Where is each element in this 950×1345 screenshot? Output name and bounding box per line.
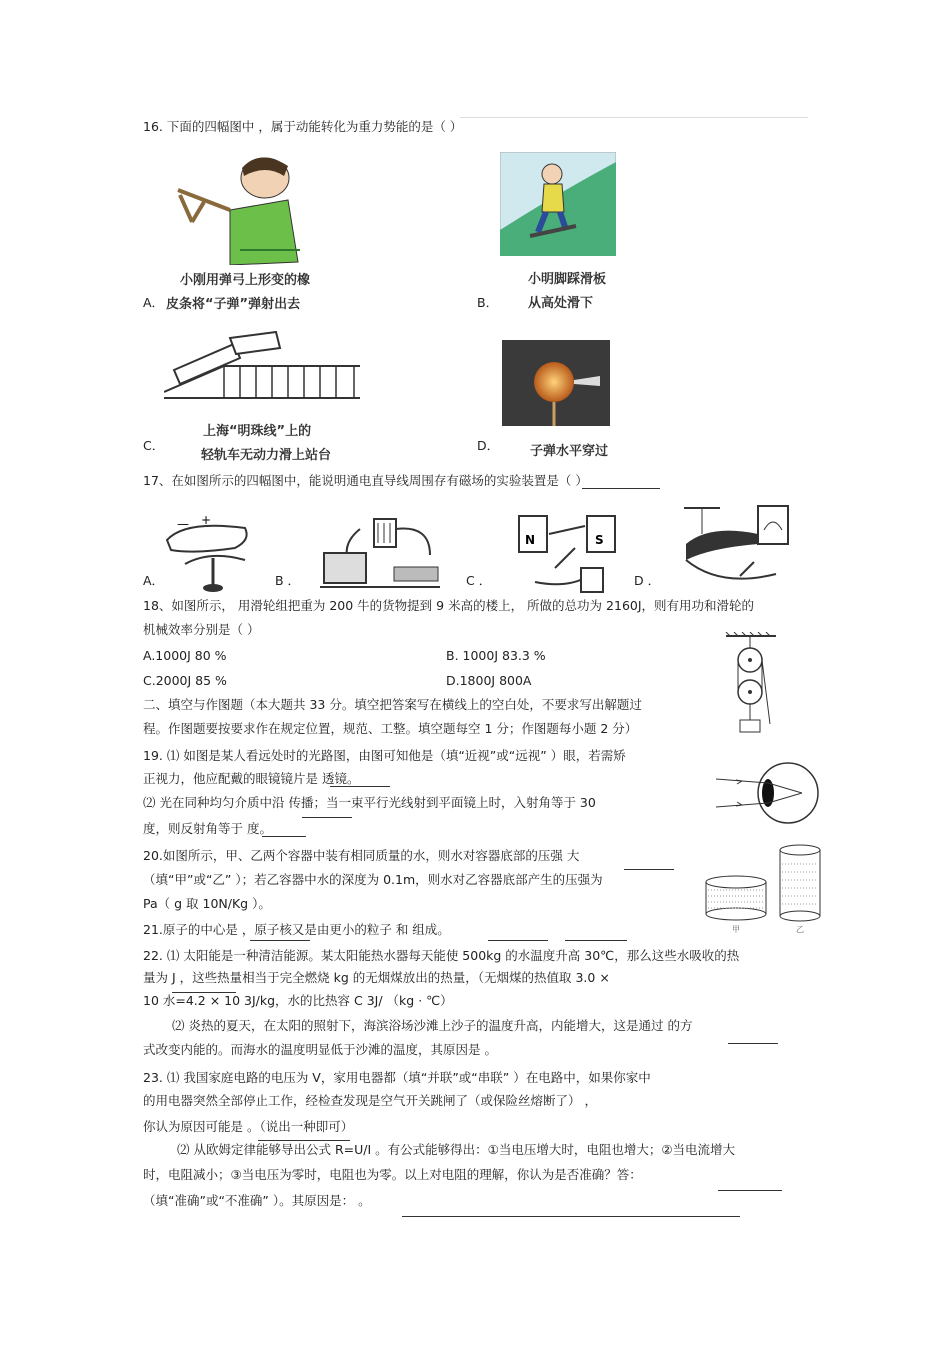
q21-blank-3 xyxy=(565,940,627,941)
q21-blank-1 xyxy=(250,940,310,941)
q17-option-d: D ． xyxy=(634,573,661,588)
q23-blank-accurate xyxy=(718,1190,782,1191)
q16-stem: 16. 下面的四幅图中 ，属于动能转化为重力势能的是（ ） xyxy=(143,119,463,134)
q22-line-5: 式改变内能的。而海水的温度明显低于沙滩的温度，其原因是 。 xyxy=(143,1042,497,1057)
label-jia: 甲 xyxy=(732,925,740,934)
q17-option-c: C ． xyxy=(466,573,492,588)
q16-c-caption-1: 上海“明珠线”上的 xyxy=(203,424,312,439)
q17-c-apparatus xyxy=(515,508,623,596)
q17-a-apparatus xyxy=(165,510,255,594)
magnet-s-label: S xyxy=(595,533,604,547)
q17-answer-blank xyxy=(582,488,660,489)
eye-ray-diagram xyxy=(716,755,820,835)
q16-c-caption-2: 轻轨车无动力滑上站台 xyxy=(201,448,332,463)
svg-text:+: + xyxy=(201,513,212,527)
q18-line-1: 18、如图所示， 用滑轮组把重为 200 牛的货物提到 9 米高的楼上， 所做的总功为 2160J，则有用功和滑轮的 xyxy=(143,598,755,613)
q20-line-3: Pa（ g 取 10N/Kg ）。 xyxy=(143,896,271,911)
q21-blank-2 xyxy=(488,940,548,941)
q17-d-apparatus xyxy=(680,504,792,590)
section-2-line-1: 二、填空与作图题（本大题共 33 分。填空把答案写在横线上的空白处，不要求写出解题过 xyxy=(143,697,642,712)
q19-blank-angle xyxy=(262,836,306,837)
q22-line-3: 10 水=4.2 × 10 3J/kg，水的比热容 C 3J/ （kg · ℃） xyxy=(143,993,453,1008)
q19-blank-lens xyxy=(330,786,390,787)
q21-line-1: 21.原子的中心是 ，原子核又是由更小的粒子 和 组成。 xyxy=(143,922,450,937)
light-rail-illustration xyxy=(164,330,362,402)
slingshot-boy-illustration xyxy=(170,150,310,265)
q19-line-4: 度，则反射角等于 度。 xyxy=(143,821,272,836)
two-containers-diagram xyxy=(702,838,824,934)
q23-line-3: 你认为原因可能是 。（说出一种即可） xyxy=(143,1119,354,1134)
q20-line-2: （填“甲”或“乙” ）；若乙容器中水的深度为 0.1m，则水对乙容器底部产生的压强为 xyxy=(143,872,603,887)
q16-a-caption-2: 皮条将“子弹”弹射出去 xyxy=(166,297,301,312)
q18-option-b: B. 1000J 83.3 % xyxy=(446,648,546,663)
q19-line-1: 19. ⑴ 如图是某人看远处时的光路图，由图可知他是（填“近视”或“远视” ）眼，若需矫 xyxy=(143,748,626,763)
q16-b-caption-1: 小明脚踩滑板 xyxy=(528,272,607,287)
q22-line-2: 量为 J ，这些热量相当于完全燃烧 kg 的无烟煤放出的热量，（无烟煤的热值取 3.0 × xyxy=(143,970,610,985)
q16-d-caption: 子弹水平穿过 xyxy=(530,444,609,459)
q23-line-4: ⑵ 从欧姆定律能够导出公式 R=U/I 。有公式能够得出：①当电压增大时，电阻也增大；②当电流增大 xyxy=(177,1142,736,1157)
q23-line-6: （填“准确”或“不准确” ）。其原因是： 。 xyxy=(143,1193,371,1208)
q19-blank-propagation xyxy=(302,817,352,818)
bullet-apple-photo xyxy=(502,340,610,426)
q23-line-5: 时，电阻减小；③当电压为零时，电阻也为零。以上对电阻的理解，你认为是否准确？答： xyxy=(143,1167,642,1182)
q18-option-a: A.1000J 80 % xyxy=(143,648,227,663)
q18-option-d: D.1800J 800A xyxy=(446,673,532,688)
q20-blank-container xyxy=(624,869,674,870)
q17-stem: 17、在如图所示的四幅图中，能说明通电直导线周围存有磁场的实验装置是（ ） xyxy=(143,473,588,488)
q16-a-caption-1: 小刚用弹弓上形变的橡 xyxy=(180,273,311,288)
header-rule xyxy=(460,117,808,118)
q16-b-caption-2: 从高处滑下 xyxy=(528,296,594,311)
q23-blank-reason xyxy=(258,1140,350,1141)
section-2-line-2: 程。作图题要按要求作在规定位置，规范、工整。填空题每空 1 分；作图题每小题 2 分） xyxy=(143,721,638,736)
q18-line-2: 机械效率分别是（ ） xyxy=(143,622,260,637)
q17-b-apparatus xyxy=(320,515,444,593)
q16-option-b: B． xyxy=(477,295,499,310)
q18-option-c: C.2000J 85 % xyxy=(143,673,227,688)
q17-option-a: A． xyxy=(143,573,165,588)
q16-option-a: A． xyxy=(143,295,165,310)
q23-line-1: 23. ⑴ 我国家庭电路的电压为 V，家用电器都（填“并联”或“串联” ）在电路中，如果你家中 xyxy=(143,1070,651,1085)
svg-text:—: — xyxy=(177,517,189,531)
q22-blank-method xyxy=(728,1043,778,1044)
q23-blank-explanation xyxy=(402,1216,740,1217)
q22-line-1: 22. ⑴ 太阳能是一种清洁能源。某太阳能热水器每天能使 500kg 的水温度升高 30℃，那么这些水吸收的热 xyxy=(143,948,740,963)
skateboard-hill-illustration xyxy=(500,152,616,256)
q17-option-b: B ． xyxy=(275,573,301,588)
q16-option-d: D． xyxy=(477,438,500,453)
label-yi: 乙 xyxy=(796,925,804,934)
q19-line-3: ⑵ 光在同种均匀介质中沿 传播；当一束平行光线射到平面镜上时，入射角等于 30 xyxy=(143,795,596,810)
q23-line-2: 的用电器突然全部停止工作，经检查发现是空气开关跳闸了（或保险丝熔断了） ， xyxy=(143,1093,597,1108)
q20-line-1: 20.如图所示，甲、乙两个容器中装有相同质量的水，则水对容器底部的压强 大 xyxy=(143,848,580,863)
q22-line-4: ⑵ 炎热的夏天，在太阳的照射下，海滨浴场沙滩上沙子的温度升高，内能增大，这是通过 的方 xyxy=(172,1018,693,1033)
pulley-system-diagram xyxy=(722,632,780,736)
magnet-n-label: N xyxy=(525,533,536,547)
q19-line-2: 正视力，他应配戴的眼镜镜片是 透镜。 xyxy=(143,771,360,786)
q16-option-c: C． xyxy=(143,438,165,453)
